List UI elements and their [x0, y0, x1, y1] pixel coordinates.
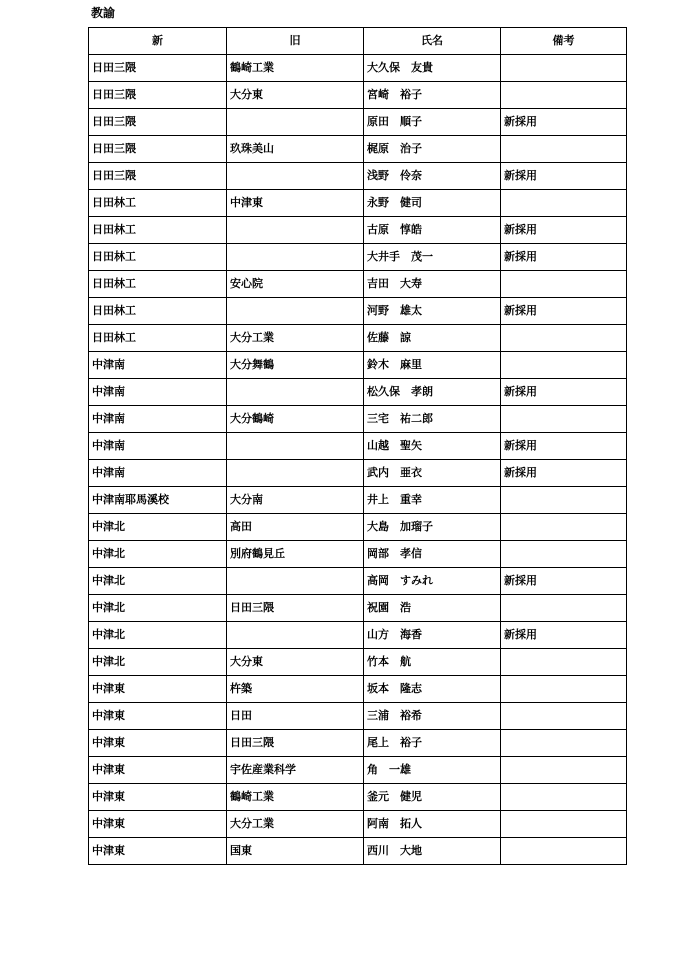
old-school-cell — [227, 298, 364, 325]
name-cell: 岡部 孝信 — [364, 541, 501, 568]
new-school-cell: 日田林工 — [89, 271, 227, 298]
new-school-cell: 日田林工 — [89, 217, 227, 244]
table-row — [89, 325, 627, 352]
name-cell: 三浦 裕希 — [364, 703, 501, 730]
old-school-cell: 国東 — [227, 838, 364, 865]
name-cell: 古原 惇皓 — [364, 217, 501, 244]
remarks-cell — [501, 541, 627, 568]
old-school-cell — [227, 622, 364, 649]
name-cell: 祝園 浩 — [364, 595, 501, 622]
name-cell: 大井手 茂一 — [364, 244, 501, 271]
new-school-cell: 中津南耶馬溪校 — [89, 487, 227, 514]
old-school-cell: 高田 — [227, 514, 364, 541]
new-school-cell: 中津北 — [89, 514, 227, 541]
table-row — [89, 487, 627, 514]
old-school-cell: 大分工業 — [227, 325, 364, 352]
name-cell: 吉田 大寿 — [364, 271, 501, 298]
old-school-cell — [227, 163, 364, 190]
old-school-cell: 別府鶴見丘 — [227, 541, 364, 568]
new-school-cell: 日田林工 — [89, 190, 227, 217]
new-school-cell: 日田林工 — [89, 298, 227, 325]
remarks-cell: 新採用 — [501, 217, 627, 244]
new-school-cell: 日田三隈 — [89, 136, 227, 163]
new-school-cell: 中津北 — [89, 649, 227, 676]
old-school-cell — [227, 244, 364, 271]
remarks-cell: 新採用 — [501, 244, 627, 271]
remarks-cell: 新採用 — [501, 298, 627, 325]
remarks-cell: 新採用 — [501, 163, 627, 190]
new-school-cell: 中津東 — [89, 784, 227, 811]
name-cell: 坂本 隆志 — [364, 676, 501, 703]
name-cell: 釜元 健児 — [364, 784, 501, 811]
table-row — [89, 541, 627, 568]
old-school-cell: 日田三隈 — [227, 595, 364, 622]
name-cell: 山越 聖矢 — [364, 433, 501, 460]
old-school-cell — [227, 379, 364, 406]
new-school-cell: 中津南 — [89, 433, 227, 460]
remarks-cell — [501, 352, 627, 379]
table-row — [89, 811, 627, 838]
name-cell: 浅野 伶奈 — [364, 163, 501, 190]
new-school-cell: 中津北 — [89, 595, 227, 622]
table-header-row — [89, 28, 627, 55]
new-school-cell: 中津東 — [89, 703, 227, 730]
new-school-cell: 中津南 — [89, 460, 227, 487]
old-school-cell: 杵築 — [227, 676, 364, 703]
column-header-name: 氏名 — [364, 28, 501, 55]
table-row — [89, 55, 627, 82]
new-school-cell: 中津東 — [89, 811, 227, 838]
remarks-cell — [501, 838, 627, 865]
table-row — [89, 595, 627, 622]
table-row — [89, 244, 627, 271]
table-row — [89, 433, 627, 460]
remarks-cell — [501, 487, 627, 514]
new-school-cell: 中津東 — [89, 730, 227, 757]
table-row — [89, 622, 627, 649]
table-row — [89, 136, 627, 163]
table-row — [89, 703, 627, 730]
remarks-cell — [501, 703, 627, 730]
new-school-cell: 中津南 — [89, 352, 227, 379]
remarks-cell: 新採用 — [501, 568, 627, 595]
name-cell: 尾上 裕子 — [364, 730, 501, 757]
name-cell: 河野 雄太 — [364, 298, 501, 325]
table-body — [89, 55, 627, 865]
old-school-cell: 玖珠美山 — [227, 136, 364, 163]
new-school-cell: 中津東 — [89, 838, 227, 865]
old-school-cell — [227, 109, 364, 136]
remarks-cell: 新採用 — [501, 460, 627, 487]
table-row — [89, 298, 627, 325]
new-school-cell: 日田林工 — [89, 325, 227, 352]
remarks-cell — [501, 595, 627, 622]
new-school-cell: 中津南 — [89, 379, 227, 406]
table-row — [89, 649, 627, 676]
column-header-new: 新 — [89, 28, 227, 55]
remarks-cell — [501, 649, 627, 676]
name-cell: 角 一雄 — [364, 757, 501, 784]
remarks-cell — [501, 676, 627, 703]
remarks-cell — [501, 325, 627, 352]
column-header-old: 旧 — [227, 28, 364, 55]
table-row — [89, 352, 627, 379]
old-school-cell — [227, 217, 364, 244]
table-row — [89, 460, 627, 487]
table-row — [89, 82, 627, 109]
name-cell: 竹本 航 — [364, 649, 501, 676]
remarks-cell — [501, 730, 627, 757]
remarks-cell — [501, 136, 627, 163]
old-school-cell: 鶴崎工業 — [227, 784, 364, 811]
personnel-table — [88, 27, 627, 865]
old-school-cell — [227, 433, 364, 460]
name-cell: 永野 健司 — [364, 190, 501, 217]
section-title: 教諭 — [91, 6, 116, 20]
new-school-cell: 中津東 — [89, 757, 227, 784]
table-row — [89, 784, 627, 811]
remarks-cell: 新採用 — [501, 622, 627, 649]
table-row — [89, 730, 627, 757]
old-school-cell — [227, 568, 364, 595]
old-school-cell: 中津東 — [227, 190, 364, 217]
table-row — [89, 163, 627, 190]
new-school-cell: 中津東 — [89, 676, 227, 703]
remarks-cell: 新採用 — [501, 433, 627, 460]
old-school-cell: 大分舞鶴 — [227, 352, 364, 379]
new-school-cell: 中津南 — [89, 406, 227, 433]
remarks-cell — [501, 55, 627, 82]
old-school-cell: 鶴崎工業 — [227, 55, 364, 82]
name-cell: 武内 亜衣 — [364, 460, 501, 487]
table-row — [89, 514, 627, 541]
name-cell: 梶原 治子 — [364, 136, 501, 163]
name-cell: 三宅 祐二郎 — [364, 406, 501, 433]
old-school-cell: 日田 — [227, 703, 364, 730]
table-row — [89, 676, 627, 703]
table-row — [89, 217, 627, 244]
old-school-cell: 大分東 — [227, 649, 364, 676]
old-school-cell: 安心院 — [227, 271, 364, 298]
new-school-cell: 日田三隈 — [89, 109, 227, 136]
new-school-cell: 中津北 — [89, 541, 227, 568]
remarks-cell: 新採用 — [501, 379, 627, 406]
name-cell: 大久保 友貴 — [364, 55, 501, 82]
remarks-cell — [501, 190, 627, 217]
old-school-cell: 宇佐産業科学 — [227, 757, 364, 784]
table-row — [89, 271, 627, 298]
name-cell: 宮崎 裕子 — [364, 82, 501, 109]
old-school-cell: 大分東 — [227, 82, 364, 109]
new-school-cell: 日田三隈 — [89, 82, 227, 109]
name-cell: 井上 重幸 — [364, 487, 501, 514]
name-cell: 高岡 すみれ — [364, 568, 501, 595]
remarks-cell: 新採用 — [501, 109, 627, 136]
remarks-cell — [501, 757, 627, 784]
name-cell: 松久保 孝朗 — [364, 379, 501, 406]
old-school-cell: 大分鶴崎 — [227, 406, 364, 433]
name-cell: 大島 加瑠子 — [364, 514, 501, 541]
old-school-cell: 大分工業 — [227, 811, 364, 838]
table-row — [89, 757, 627, 784]
table-row — [89, 190, 627, 217]
table-row — [89, 838, 627, 865]
remarks-cell — [501, 811, 627, 838]
table-row — [89, 568, 627, 595]
name-cell: 鈴木 麻里 — [364, 352, 501, 379]
old-school-cell: 日田三隈 — [227, 730, 364, 757]
remarks-cell — [501, 271, 627, 298]
name-cell: 西川 大地 — [364, 838, 501, 865]
name-cell: 阿南 拓人 — [364, 811, 501, 838]
name-cell: 佐藤 諒 — [364, 325, 501, 352]
remarks-cell — [501, 406, 627, 433]
new-school-cell: 日田林工 — [89, 244, 227, 271]
name-cell: 山方 海香 — [364, 622, 501, 649]
old-school-cell — [227, 460, 364, 487]
table-row — [89, 406, 627, 433]
remarks-cell — [501, 784, 627, 811]
new-school-cell: 日田三隈 — [89, 55, 227, 82]
new-school-cell: 中津北 — [89, 568, 227, 595]
remarks-cell — [501, 514, 627, 541]
name-cell: 原田 順子 — [364, 109, 501, 136]
table-row — [89, 379, 627, 406]
new-school-cell: 日田三隈 — [89, 163, 227, 190]
table-row — [89, 109, 627, 136]
new-school-cell: 中津北 — [89, 622, 227, 649]
old-school-cell: 大分南 — [227, 487, 364, 514]
column-header-remarks: 備考 — [501, 28, 627, 55]
remarks-cell — [501, 82, 627, 109]
